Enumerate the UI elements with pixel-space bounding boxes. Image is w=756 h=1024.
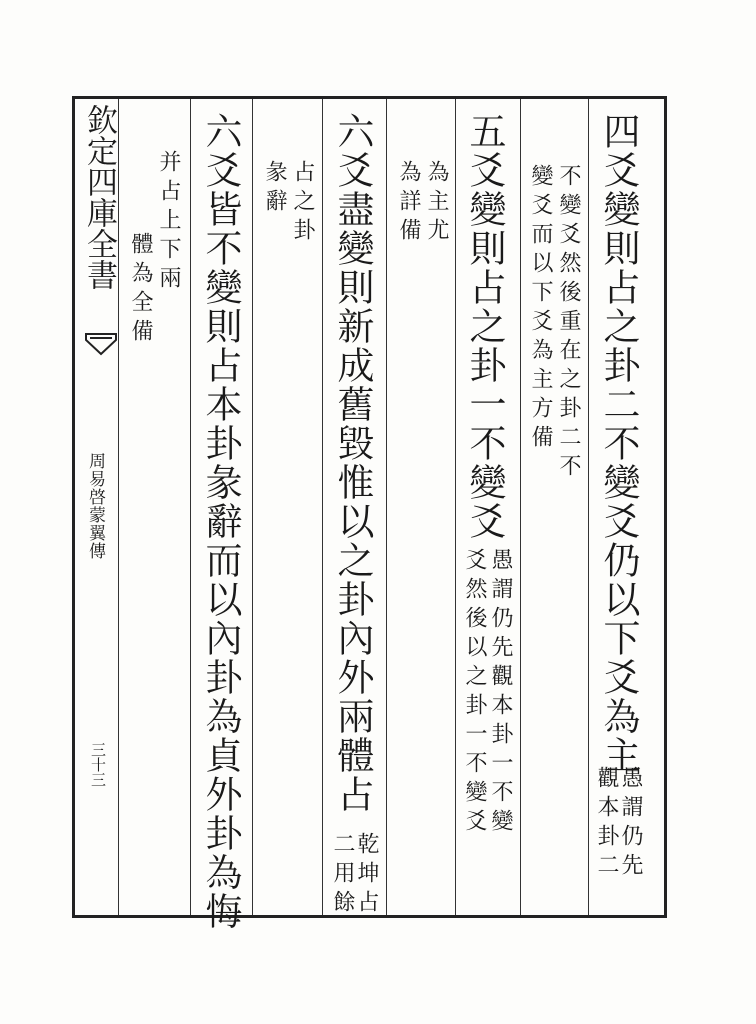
text-column-main: 六爻皆不變則占本卦彖辭而以內卦為貞外卦為悔 xyxy=(199,112,242,931)
page-number: 三十三 xyxy=(89,742,107,787)
text-column-main: 六爻盡變則新成舊毀惟以之卦內外兩體占 xyxy=(331,112,374,814)
book-title: 周易啓蒙翼傳 xyxy=(85,452,105,560)
text-column-note: 為詳備 xyxy=(396,160,421,247)
text-column-note: 彖辭 xyxy=(262,160,287,218)
text-column-note: 愚謂仍先觀本卦一不變 xyxy=(488,548,513,838)
text-column-note: 爻然後以之卦一不變爻 xyxy=(462,548,487,838)
column-rule xyxy=(520,99,521,915)
text-column-note: 變爻而以下爻為主方備 xyxy=(528,164,553,454)
column-rule xyxy=(455,99,456,915)
text-column-note: 并占上下兩 xyxy=(156,150,181,295)
text-column-note: 體為全備 xyxy=(128,232,153,348)
column-rule xyxy=(190,99,191,915)
text-column-note: 為主尤 xyxy=(424,160,449,247)
text-column-note: 觀本卦二 xyxy=(594,766,619,882)
text-column-note: 乾坤占 xyxy=(354,832,379,919)
text-column-note: 二用餘 xyxy=(330,832,355,919)
text-column-note: 愚謂仍先 xyxy=(618,766,643,882)
column-rule xyxy=(322,99,323,915)
text-column-note: 占之卦 xyxy=(290,160,315,247)
text-column-main: 四爻變則占之卦二不變爻仍以下爻為主 xyxy=(597,112,640,775)
text-column-note: 不變爻然後重在之卦二不 xyxy=(556,164,581,483)
column-rule xyxy=(386,99,387,915)
column-rule xyxy=(588,99,589,915)
collection-title: 欽定四庫全書 xyxy=(81,104,117,290)
fishtail-mark-icon xyxy=(84,330,118,360)
column-rule xyxy=(252,99,253,915)
text-column-main: 五爻變則占之卦一不變爻 xyxy=(463,112,506,541)
margin-divider xyxy=(118,99,119,915)
